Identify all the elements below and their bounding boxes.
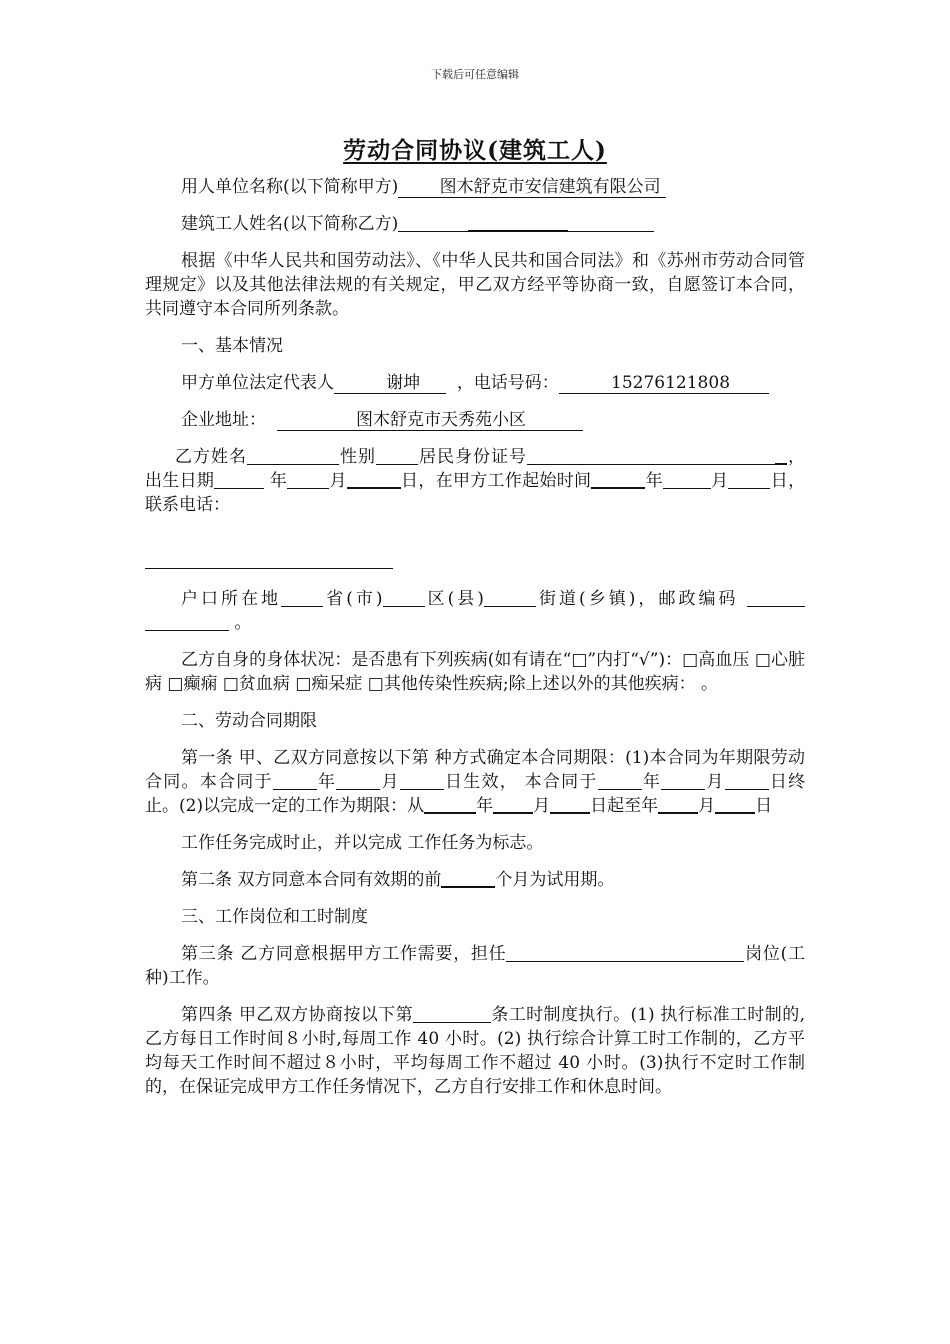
employer-label: 用人单位名称(以下简称甲方) bbox=[181, 177, 399, 197]
section-term: 二、劳动合同期限 bbox=[181, 711, 317, 731]
article-1: 第一条 甲、乙双方同意按以下第 种方式确定本合同期限：(1)本合同为年期限劳动合同。本合同于 年 月 日生效， 本合同于 年 月 日终止。(2)以完成一定的工作为期限：从 年 月 日起至年 月 日 bbox=[145, 748, 806, 816]
section-position: 三、工作岗位和工时制度 bbox=[181, 907, 368, 927]
phone-label: ，电话号码： bbox=[456, 373, 559, 393]
address-line bbox=[145, 408, 805, 432]
document-body bbox=[145, 175, 805, 1099]
worker-blank-3 bbox=[568, 213, 654, 232]
title-text: 劳动合同协议(建筑工人) bbox=[343, 137, 607, 164]
intro-paragraph: 根据《中华人民共和国劳动法》、《中华人民共和国合同法》和《苏州市劳动合同管理规定》以及其他法律法规的有关规定，甲乙双方经平等协商一致，自愿签订本合同，共同遵守本合同所列条款。 bbox=[145, 251, 805, 319]
rep-label: 甲方单位法定代表人 bbox=[181, 373, 334, 393]
party-b-info: 乙方姓名 性别 居民身份证号 ，出生日期 年 月 日，在甲方工作起始时间 年 月 日，联系电话： bbox=[145, 447, 806, 515]
address-label: 企业地址： bbox=[181, 410, 266, 430]
task-completion: 工作任务完成时止，并以完成 工作任务为标志。 bbox=[181, 833, 544, 853]
article-4: 第四条 甲乙双方协商按以下第 条工时制度执行。(1) 执行标准工时制的,乙方每日工作时间８小时,每周工作 40 小时。(2) 执行综合计算工时工作制的，乙方平均每天工作时间不超过８小时，平均每周工作不超过 40 小时。(3)执行不定时工作制的，在保证完成甲方工作任务情况下，乙方自行安排工作和休息时间。 bbox=[145, 1005, 806, 1097]
contact-phone-blank bbox=[145, 549, 805, 573]
section-basic: 一、基本情况 bbox=[181, 336, 283, 356]
article-2: 第二条 双方同意本合同有效期的前 个月为试用期。 bbox=[181, 870, 615, 890]
phone-number: 15276121808 bbox=[559, 373, 769, 394]
health-paragraph: 乙方自身的身体状况：是否患有下列疾病(如有请在“□”内打“√”)：□高血压 □心脏病 □癫痫 □贫血病 □痴呆症 □其他传染性疾病;除上述以外的其他疾病： 。 bbox=[145, 650, 805, 694]
worker-line bbox=[145, 212, 805, 236]
worker-label: 建筑工人姓名(以下简称乙方) bbox=[181, 214, 399, 234]
rep-line bbox=[145, 371, 805, 395]
hukou-line: 户口所在地 省(市) 区(县) 街道(乡镇)，邮政编码 。 bbox=[145, 587, 805, 635]
employer-line bbox=[145, 175, 805, 199]
address-value: 图木舒克市天秀苑小区 bbox=[277, 410, 583, 431]
worker-blank-1 bbox=[398, 213, 468, 232]
article-3: 第三条 乙方同意根据甲方工作需要，担任 岗位(工种)工作。 bbox=[145, 944, 806, 988]
employer-name: 图木舒克市安信建筑有限公司 bbox=[398, 177, 666, 198]
worker-blank-2 bbox=[468, 212, 568, 232]
rep-name: 谢坤 bbox=[334, 373, 446, 394]
page-header: 下载后可任意编辑 bbox=[431, 68, 519, 81]
document-title bbox=[0, 132, 950, 165]
